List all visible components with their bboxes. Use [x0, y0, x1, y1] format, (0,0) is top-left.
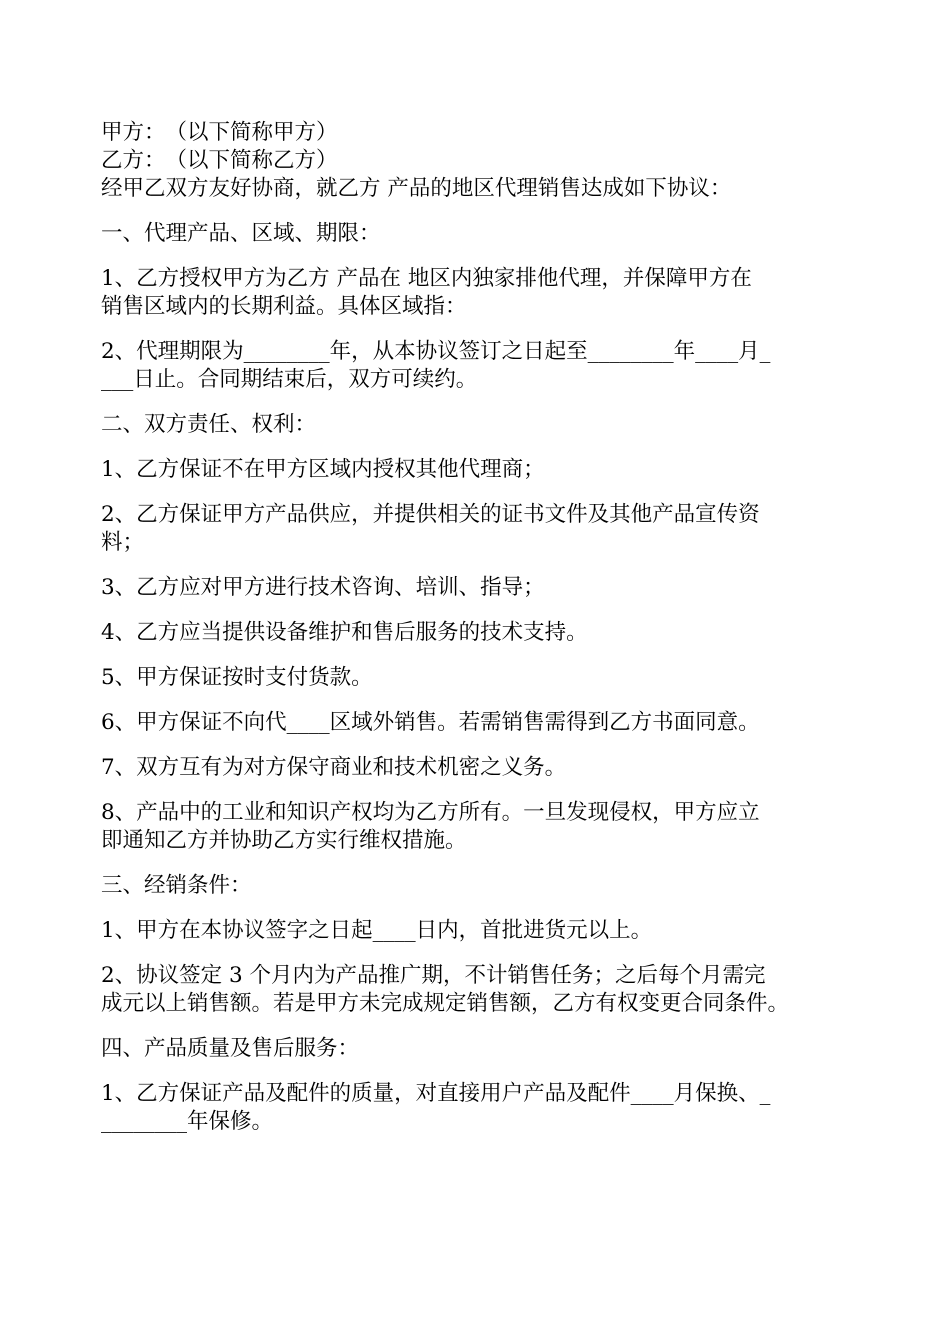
clause-2-4 — [101, 619, 861, 647]
paragraph-line: 成元以上销售额。若是甲方未完成规定销售额，乙方有权变更合同条件。 — [101, 991, 790, 1016]
paragraph-line: 四、产品质量及售后服务： — [101, 1036, 360, 1061]
intro-line: 经甲乙双方友好协商，就乙方 产品的地区代理销售达成如下协议： — [101, 176, 732, 201]
clause-2-1 — [101, 456, 861, 484]
paragraph-line: 2、代理期限为________年，从本协议签订之日起至________年____月_ — [101, 339, 771, 364]
paragraph-line: 2、乙方保证甲方产品供应，并提供相关的证书文件及其他产品宣传资 — [101, 502, 760, 527]
paragraph-line: 1、乙方保证产品及配件的质量，对直接用户产品及配件____月保换、_ — [101, 1081, 771, 1106]
paragraph-line: 即通知乙方并协助乙方实行维权措施。 — [101, 828, 467, 853]
clause-2-3 — [101, 574, 861, 602]
clause-1-1 — [101, 265, 861, 321]
paragraph-line: 1、甲方在本协议签字之日起____日内，首批进货元以上。 — [101, 918, 653, 943]
section-heading-1 — [101, 220, 861, 248]
party-a-line: 甲方： （以下简称甲方） — [101, 120, 338, 145]
paragraph-line: 2、协议签定 3 个月内为产品推广期，不计销售任务；之后每个月需完 — [101, 963, 766, 988]
paragraph-line: 3、乙方应对甲方进行技术咨询、培训、指导； — [101, 575, 545, 600]
clause-3-2 — [101, 962, 861, 1018]
paragraph-line: 4、乙方应当提供设备维护和售后服务的技术支持。 — [101, 620, 588, 645]
document-body — [101, 119, 861, 1153]
paragraph-line: ________年保修。 — [101, 1109, 274, 1134]
paragraph-line: 7、双方互有为对方保守商业和技术机密之义务。 — [101, 755, 567, 780]
paragraph-line: 1、乙方保证不在甲方区域内授权其他代理商； — [101, 457, 545, 482]
paragraph-line: 8、产品中的工业和知识产权均为乙方所有。一旦发现侵权，甲方应立 — [101, 800, 760, 825]
section-heading-2 — [101, 411, 861, 439]
paragraph-line: 销售区域内的长期利益。具体区域指： — [101, 294, 467, 319]
clause-2-2 — [101, 501, 861, 557]
paragraph-line: 一、代理产品、区域、期限： — [101, 221, 381, 246]
clause-1-2 — [101, 338, 861, 394]
contract-header — [101, 119, 861, 203]
paragraph-line: 6、甲方保证不向代____区域外销售。若需销售需得到乙方书面同意。 — [101, 710, 760, 735]
paragraph-line: 5、甲方保证按时支付货款。 — [101, 665, 373, 690]
paragraph-line: 1、乙方授权甲方为乙方 产品在 地区内独家排他代理，并保障甲方在 — [101, 266, 752, 291]
paragraph-line: 二、双方责任、权利： — [101, 412, 317, 437]
clause-4-1 — [101, 1080, 861, 1136]
paragraph-line: 料； — [101, 530, 145, 555]
paragraph-line: 三、经销条件： — [101, 873, 252, 898]
party-b-line: 乙方： （以下简称乙方） — [101, 148, 338, 173]
paragraph-line: ___日止。合同期结束后，双方可续约。 — [101, 367, 478, 392]
section-heading-4 — [101, 1035, 861, 1063]
section-heading-3 — [101, 872, 861, 900]
clause-2-7 — [101, 754, 861, 782]
clause-2-8 — [101, 799, 861, 855]
clause-2-5 — [101, 664, 861, 692]
clause-3-1 — [101, 917, 861, 945]
clause-2-6 — [101, 709, 861, 737]
